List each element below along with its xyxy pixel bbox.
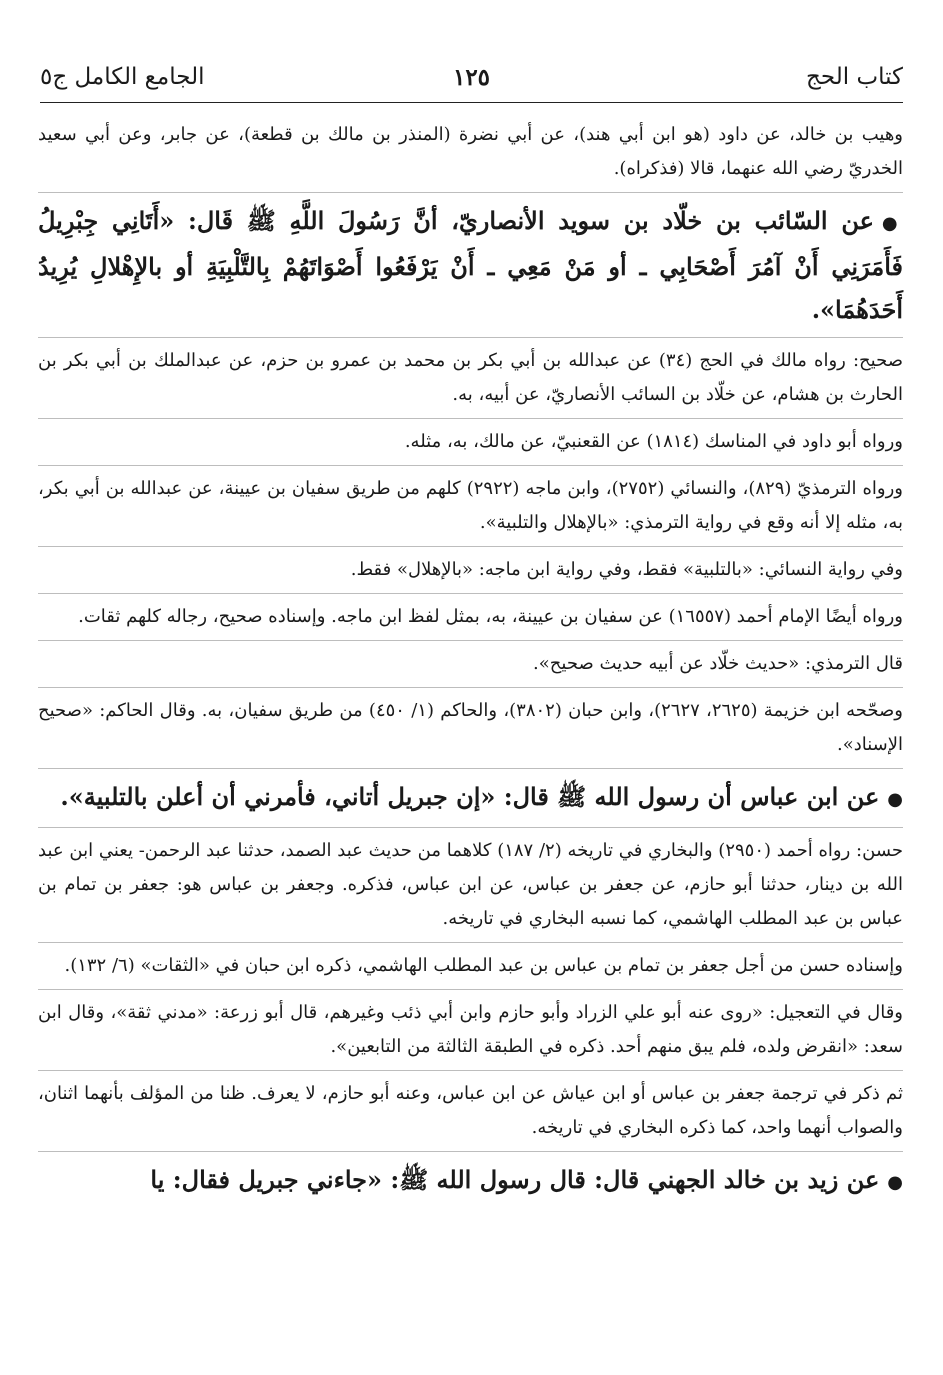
paragraph-text: وهيب بن خالد، عن داود (هو ابن أبي هند)، عن أبي نضرة (المنذر بن مالك بن قطعة)، عن جابر، وعن أبي سعيد الخدريّ رضي الله عنهما، قالا (فذكراه). (38, 124, 903, 179)
paragraph-divider (38, 593, 903, 594)
paragraph-divider (38, 942, 903, 943)
paragraph-divider (38, 989, 903, 990)
bullet-icon: ● (881, 213, 903, 234)
paragraph-text: حسن: رواه أحمد (٢٩٥٠) والبخاري في تاريخه (٢/ ١٨٧) كلاهما من حديث عبد الصمد، حدثنا عبد الرحمن- يعني ابن عبد الله بن دينار، حدثنا أبو حازم، عن جعفر بن عباس، عن ابن عباس، فذكره. وجعفر بن عباس هو: جعفر بن تمام بن عباس بن عبد المطلب الهاشمي، كما نسبه البخاري في تاريخه. (38, 840, 904, 929)
book-title: كتاب الحج (806, 64, 903, 90)
bullet-icon: ● (887, 1172, 903, 1193)
commentary-paragraph (38, 949, 903, 989)
volume-title: الجامع الكامل ج٥ (40, 64, 205, 90)
commentary-paragraph (38, 425, 903, 465)
paragraph-text: عن السّائب بن خلّاد بن سويد الأنصاريّ، أنَّ رَسُولَ اللَّهِ ﷺ قَال: «أَتَانِي جِبْرِيلُ فَأَمَرَنِي أَنْ آمُرَ أَصْحَابِي ـ أو مَنْ مَعِي ـ أَنْ يَرْفَعُوا أَصْوَاتَهُمْ بِالتَّلْبِيَةِ أو بالإِهْلالِ يُرِيدُ أَحَدَهُمَا». (38, 206, 903, 324)
commentary-paragraph (38, 694, 903, 768)
paragraph-text: عن ابن عباس أن رسول الله ﷺ قال: «إن جبريل أتاني، فأمرني أن أعلن بالتلبية». (60, 782, 880, 811)
header-rule (40, 102, 903, 103)
paragraph-text: وقال في التعجيل: «روى عنه أبو علي الزراد وأبو حازم وابن أبي ذئب وغيرهم، قال أبو زرعة: «مدني ثقة»، وقال ابن سعد: «انقرض ولده، فلم يبق منهم أحد. ذكره في الطبقة الثالثة من التابعين». (38, 1002, 903, 1057)
page-body (38, 118, 903, 1210)
hadith-paragraph (38, 199, 903, 337)
commentary-paragraph (38, 600, 903, 640)
paragraph-divider (38, 337, 903, 338)
paragraph-text: وصحّحه ابن خزيمة (٢٦٢٥، ٢٦٢٧)، وابن حبان (٣٨٠٢)، والحاكم (١/ ٤٥٠) من طريق سفيان، به. وقال الحاكم: «صحيح الإسناد». (38, 700, 903, 755)
paragraph-divider (38, 1151, 903, 1152)
paragraph-text: ورواه أيضًا الإمام أحمد (١٦٥٥٧) عن سفيان بن عيينة، به، بمثل لفظ ابن ماجه. وإسناده صحيح، رجاله كلهم ثقات. (78, 606, 903, 627)
paragraph-text: وإسناده حسن من أجل جعفر بن تمام بن عباس بن عبد المطلب الهاشمي، ذكره ابن حبان في «الثقات» (٦/ ١٣٢). (64, 955, 903, 976)
paragraph-text: وفي رواية النسائي: «بالتلبية» فقط، وفي رواية ابن ماجه: «بالإهلال» فقط. (350, 559, 903, 580)
hadith-paragraph (38, 1158, 903, 1210)
bullet-icon: ● (887, 789, 903, 810)
paragraph-divider (38, 827, 903, 828)
commentary-paragraph (38, 472, 903, 546)
commentary-paragraph (38, 1077, 903, 1151)
commentary-paragraph (38, 553, 903, 593)
paragraph-divider (38, 465, 903, 466)
paragraph-divider (38, 1070, 903, 1071)
paragraph-text: ورواه أبو داود في المناسك (١٨١٤) عن القعنبيّ، عن مالك، به، مثله. (404, 431, 903, 452)
commentary-paragraph (38, 344, 903, 418)
commentary-paragraph (38, 996, 903, 1070)
paragraph-divider (38, 192, 903, 193)
paragraph-divider (38, 546, 903, 547)
commentary-paragraph (38, 118, 903, 192)
paragraph-divider (38, 687, 903, 688)
paragraph-text: ثم ذكر في ترجمة جعفر بن عباس أو ابن عياش عن ابن عباس، وعنه أبو حازم، لا يعرف. ظنا من المؤلف بأنهما اثنان، والصواب أنهما واحد، كما ذكره البخاري في تاريخه. (38, 1083, 903, 1138)
page-number: ١٢٥ (452, 64, 491, 91)
commentary-paragraph (38, 834, 903, 942)
paragraph-text: قال الترمذي: «حديث خلّاد عن أبيه حديث صحيح». (533, 653, 903, 674)
paragraph-text: صحيح: رواه مالك في الحج (٣٤) عن عبدالله بن أبي بكر بن محمد بن عمرو بن حزم، عن عبدالملك بن أبي بكر بن الحارث بن هشام، عن خلّاد بن السائب الأنصاريّ، عن أبيه، به. (38, 350, 904, 405)
paragraph-divider (38, 640, 903, 641)
paragraph-divider (38, 418, 903, 419)
commentary-paragraph (38, 647, 903, 687)
paragraph-divider (38, 768, 903, 769)
hadith-paragraph (38, 775, 903, 827)
paragraph-text: ورواه الترمذيّ (٨٢٩)، والنسائي (٢٧٥٢)، وابن ماجه (٢٩٢٢) كلهم من طريق سفيان بن عيينة، عن عبدالله بن أبي بكر، به، مثله إلا أنه وقع في رواية الترمذي: «بالإهلال والتلبية». (38, 478, 903, 533)
running-header (40, 58, 903, 98)
paragraph-text: عن زيد بن خالد الجهني قال: قال رسول الله ﷺ: «جاءني جبريل فقال: يا (150, 1165, 880, 1194)
